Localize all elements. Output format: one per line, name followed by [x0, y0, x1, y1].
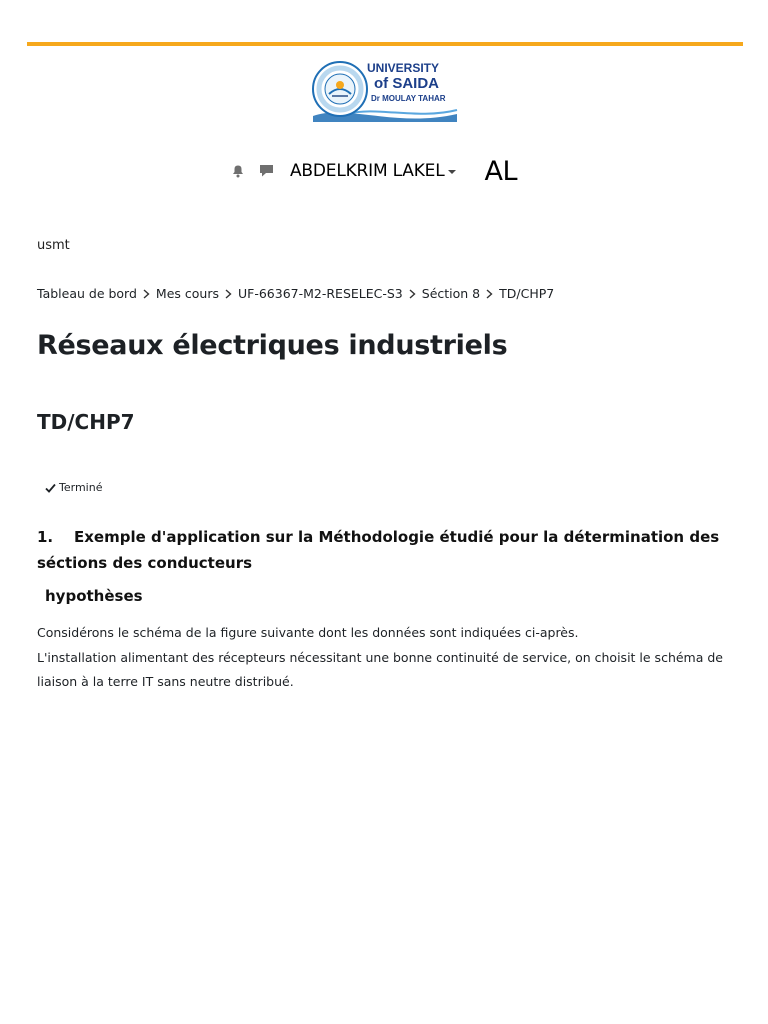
paragraph-1: Considérons le schéma de la figure suivante dont les données sont indiquées ci-après. [37, 625, 579, 640]
chevron-down-icon [448, 170, 456, 174]
chevron-right-icon [225, 289, 232, 299]
logo-line2: of SAIDA [374, 75, 439, 92]
header-accent-line [27, 42, 743, 46]
site-name: usmt [37, 238, 70, 253]
completion-label: Terminé [59, 481, 103, 494]
completion-status [45, 481, 102, 494]
section-heading [37, 524, 737, 576]
breadcrumb-section[interactable]: Séction 8 [421, 286, 481, 301]
breadcrumb-course[interactable]: UF-66367-M2-RESELEC-S3 [237, 286, 403, 301]
breadcrumb [37, 286, 554, 301]
section-title: Exemple d'application sur la Méthodologie étudié pour la détermination des séctions des conducteurs [37, 528, 720, 572]
notifications-bell-icon[interactable] [228, 161, 248, 181]
breadcrumb-activity[interactable]: TD/CHP7 [499, 286, 555, 301]
messages-comment-icon[interactable] [256, 161, 276, 181]
chevron-right-icon [143, 289, 150, 299]
chevron-right-icon [409, 289, 416, 299]
user-name: ABDELKRIM LAKEL [290, 161, 445, 181]
section-number: 1. [37, 528, 54, 546]
breadcrumb-my-courses[interactable]: Mes cours [155, 286, 219, 301]
logo-line1: UNIVERSITY [367, 61, 440, 75]
user-avatar-initials[interactable]: AL [484, 155, 518, 187]
chevron-right-icon [486, 289, 493, 299]
course-title: Réseaux électriques industriels [37, 330, 508, 361]
activity-title: TD/CHP7 [37, 410, 135, 434]
logo-line3: Dr MOULAY TAHAR [371, 94, 446, 103]
university-logo[interactable] [307, 58, 463, 124]
check-icon [45, 483, 56, 493]
content-body [37, 621, 727, 695]
user-navigation [228, 155, 517, 187]
sub-heading: hypothèses [45, 587, 143, 605]
user-menu-toggle[interactable] [290, 161, 456, 181]
breadcrumb-dashboard[interactable]: Tableau de bord [37, 286, 137, 301]
paragraph-2: L'installation alimentant des récepteurs nécessitant une bonne continuité de service, on choisit le schéma de liaison à la terre IT sans neutre distribué. [37, 649, 723, 689]
